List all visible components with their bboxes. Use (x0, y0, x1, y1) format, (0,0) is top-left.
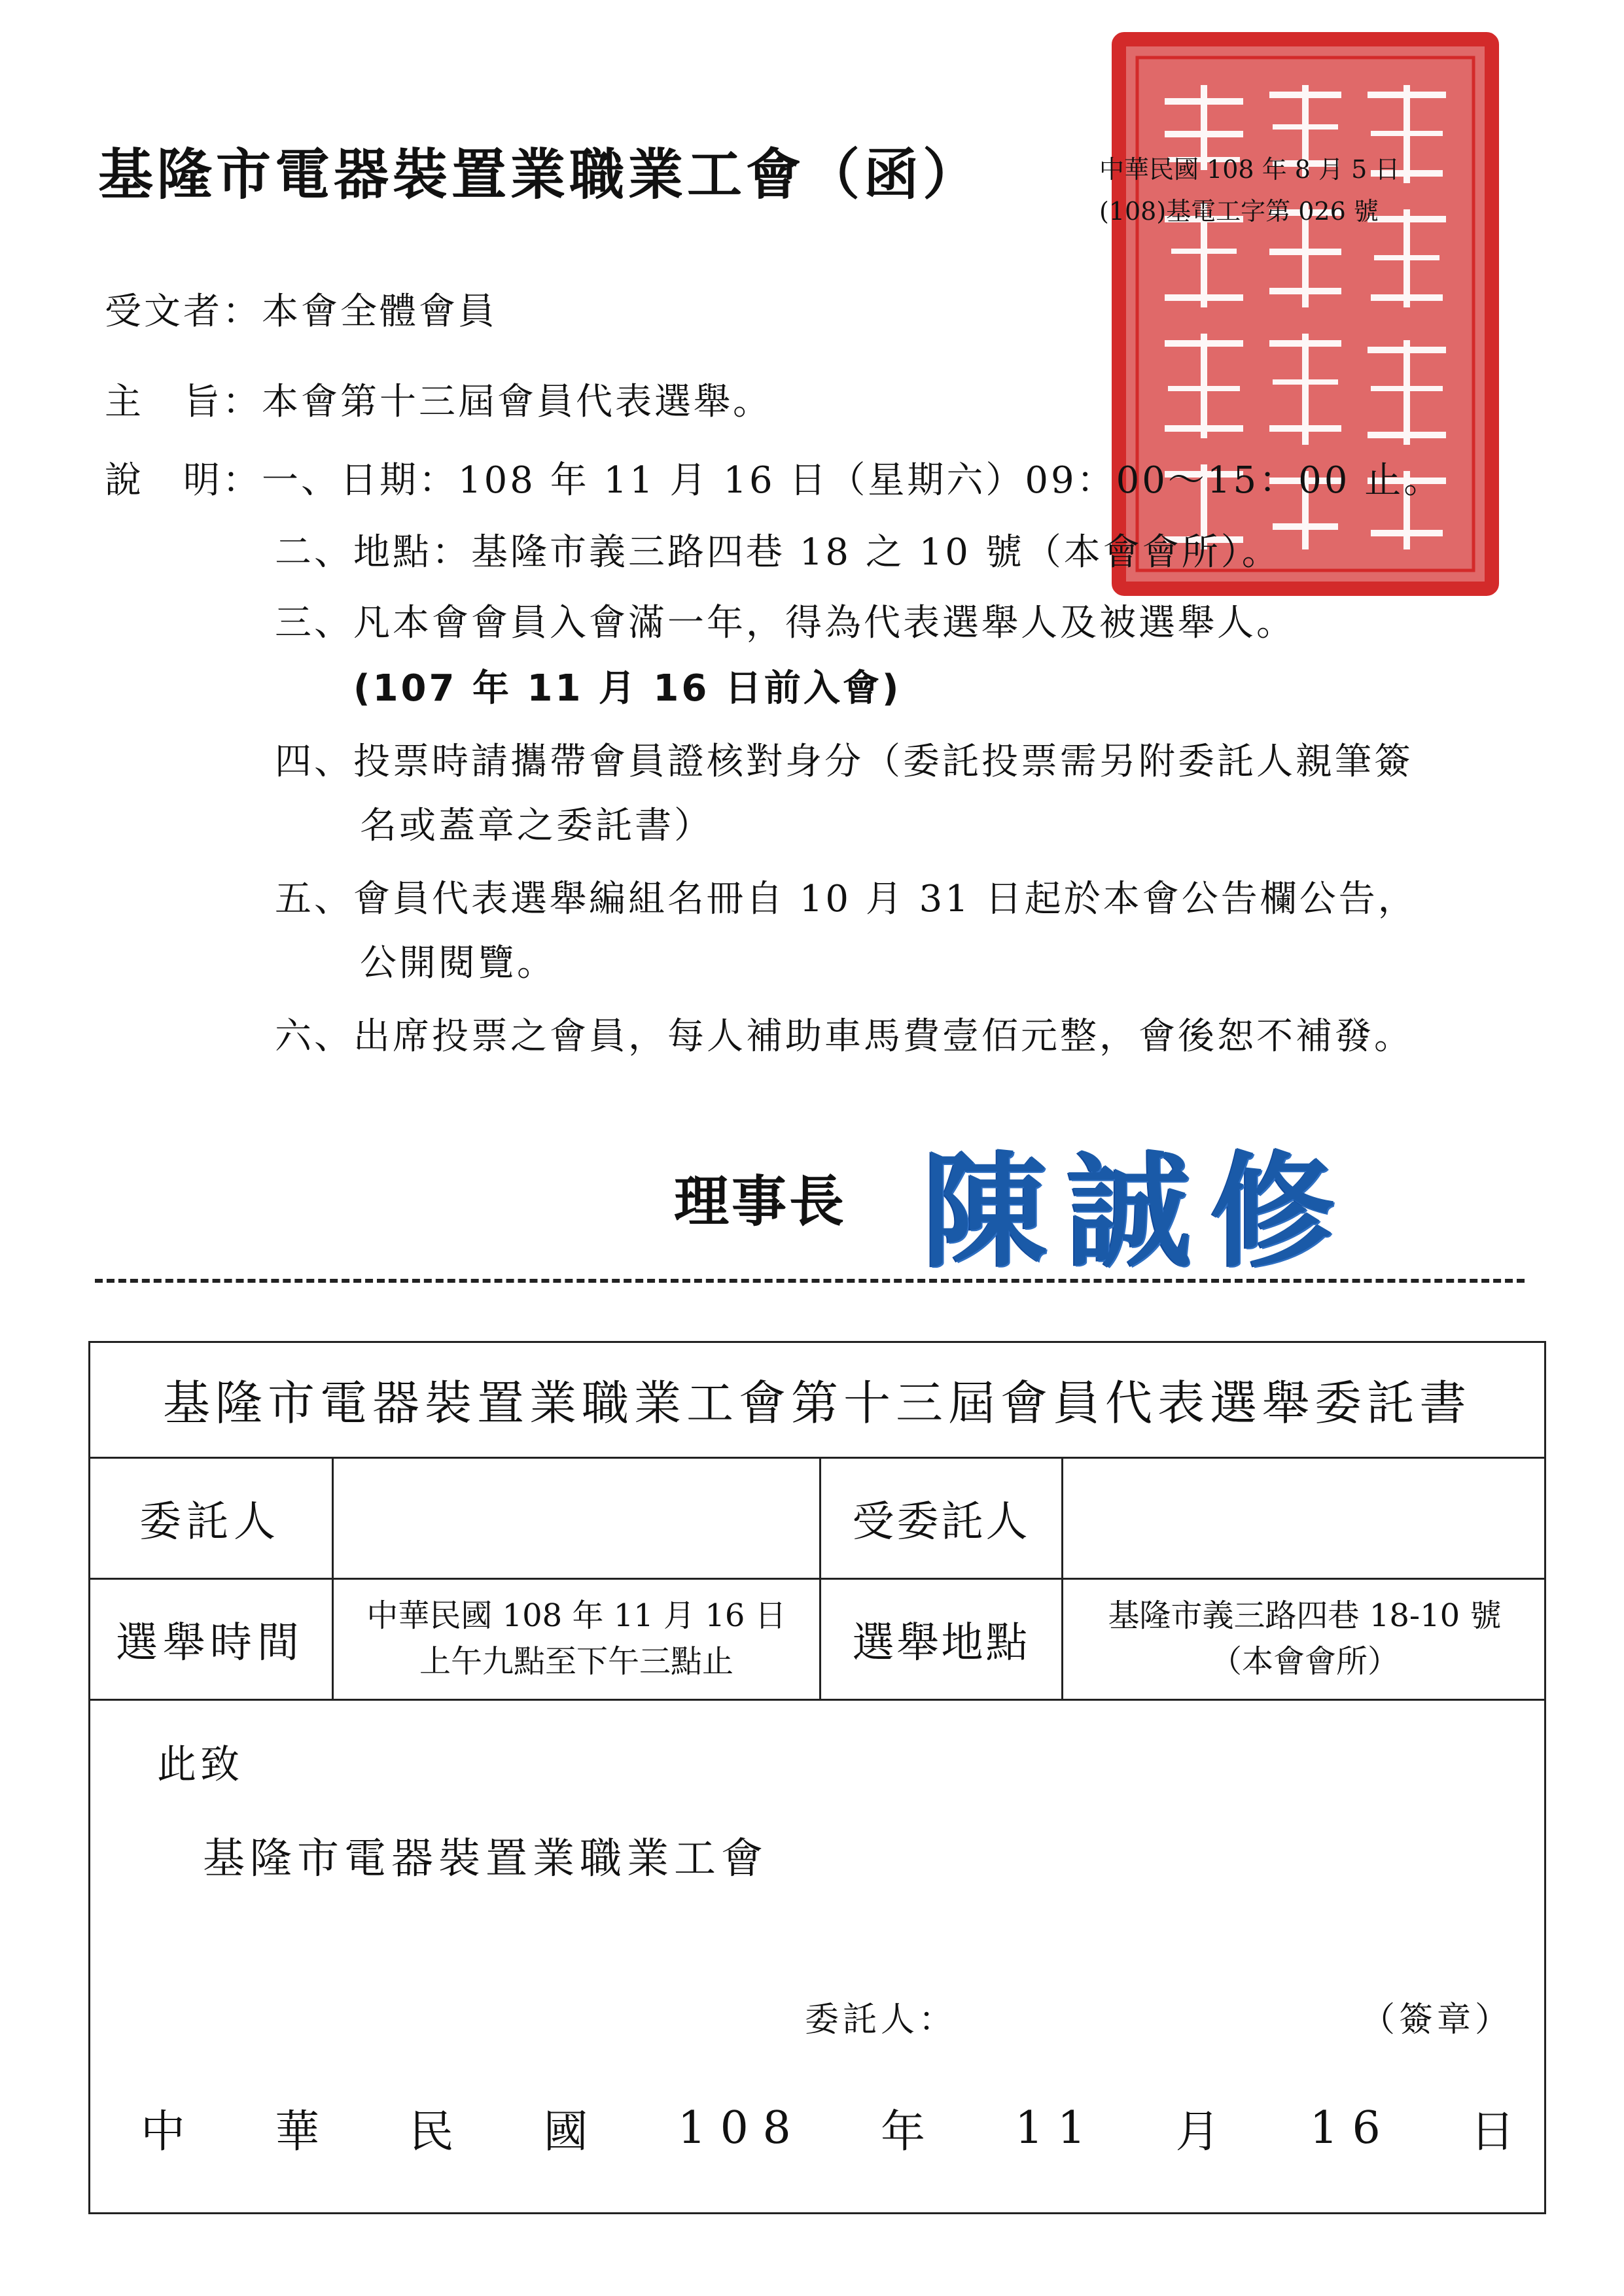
election-place-label-cell: 選舉地點 (821, 1580, 1063, 1701)
explanation-item-3: 三、凡本會會員入會滿一年，得為代表選舉人及被選舉人。 (275, 602, 1296, 644)
form-date-row (141, 2096, 1515, 2160)
official-seal-stamp (1106, 26, 1505, 602)
signature-seal-note: （簽章） (1361, 2000, 1513, 2040)
date-part: 月 (1175, 2106, 1220, 2158)
proxy-label-cell: 受委託人 (821, 1459, 1063, 1580)
explanation-item-5: 五、會員代表選舉編組名冊自 10 月 31 日起於本會公告欄公告， (275, 878, 1417, 920)
subject-line (105, 373, 772, 425)
cut-line-divider (95, 1279, 1525, 1283)
chairman-signature-stamp: 陳誠修 (923, 1139, 1355, 1284)
explanation-label: 說 明： (105, 459, 262, 502)
election-time-date: 中華民國 108 年 11 月 16 日 (366, 1597, 786, 1635)
salutation-label: 此致 (157, 1742, 243, 1788)
subject-label: 主 旨： (105, 381, 262, 423)
date-part: 國 (543, 2106, 588, 2158)
document-date: 中華民國 108 年 8 月 5 日 (1099, 155, 1400, 184)
election-place-note: （本會會所） (1210, 1643, 1399, 1680)
salutation-organization: 基隆市電器裝置業職業工會 (203, 1835, 768, 1883)
explanation-line (105, 451, 1443, 504)
election-time-label-cell: 選舉時間 (88, 1580, 334, 1701)
explanation-item-6: 六、出席投票之會員，每人補助車馬費壹佰元整，會後恕不補發。 (275, 1015, 1413, 1058)
explanation-item-2: 二、地點：基隆市義三路四巷 18 之 10 號（本會會所）。 (275, 531, 1281, 574)
principal-label-cell: 委託人 (88, 1459, 334, 1580)
explanation-item-1: 一、日期：108 年 11 月 16 日（星期六）09：00～15：00 止。 (262, 459, 1443, 502)
date-month: 1 1 (1015, 2102, 1086, 2154)
explanation-item-4: 四、投票時請攜帶會員證核對身分（委託投票需另附委託人親筆簽 (275, 740, 1413, 783)
explanation-item-5-cont: 公開閱覽。 (360, 942, 556, 984)
principal-field[interactable] (334, 1459, 821, 1580)
date-part: 日 (1470, 2106, 1515, 2158)
date-day: 1 6 (1309, 2102, 1381, 2154)
date-part: 華 (275, 2106, 320, 2158)
explanation-item-3-note: (107 年 11 月 16 日前入會) (353, 667, 902, 710)
election-time-hours: 上午九點至下午三點止 (419, 1643, 733, 1680)
election-place-address: 基隆市義三路四巷 18-10 號 (1108, 1597, 1502, 1635)
principal-signature-label: 委託人： (805, 2000, 957, 2040)
chairman-label: 理事長 (674, 1170, 847, 1234)
date-part: 年 (880, 2106, 925, 2158)
election-place-cell (1063, 1580, 1546, 1701)
document-reference-number: (108)基電工字第 026 號 (1099, 197, 1379, 226)
date-year: 1 0 8 (677, 2102, 791, 2154)
date-part: 中 (141, 2106, 186, 2158)
election-time-cell (334, 1580, 821, 1701)
date-part: 民 (409, 2106, 454, 2158)
subject-text: 本會第十三屆會員代表選舉。 (262, 381, 772, 423)
proxy-field[interactable] (1063, 1459, 1546, 1580)
recipient-line: 受文者：本會全體會員 (105, 290, 497, 333)
document-title: 基隆市電器裝置業職業工會（函） (98, 143, 982, 207)
proxy-form-title: 基隆市電器裝置業職業工會第十三屆會員代表選舉委託書 (88, 1341, 1546, 1459)
explanation-item-4-cont: 名或蓋章之委託書） (360, 805, 713, 847)
